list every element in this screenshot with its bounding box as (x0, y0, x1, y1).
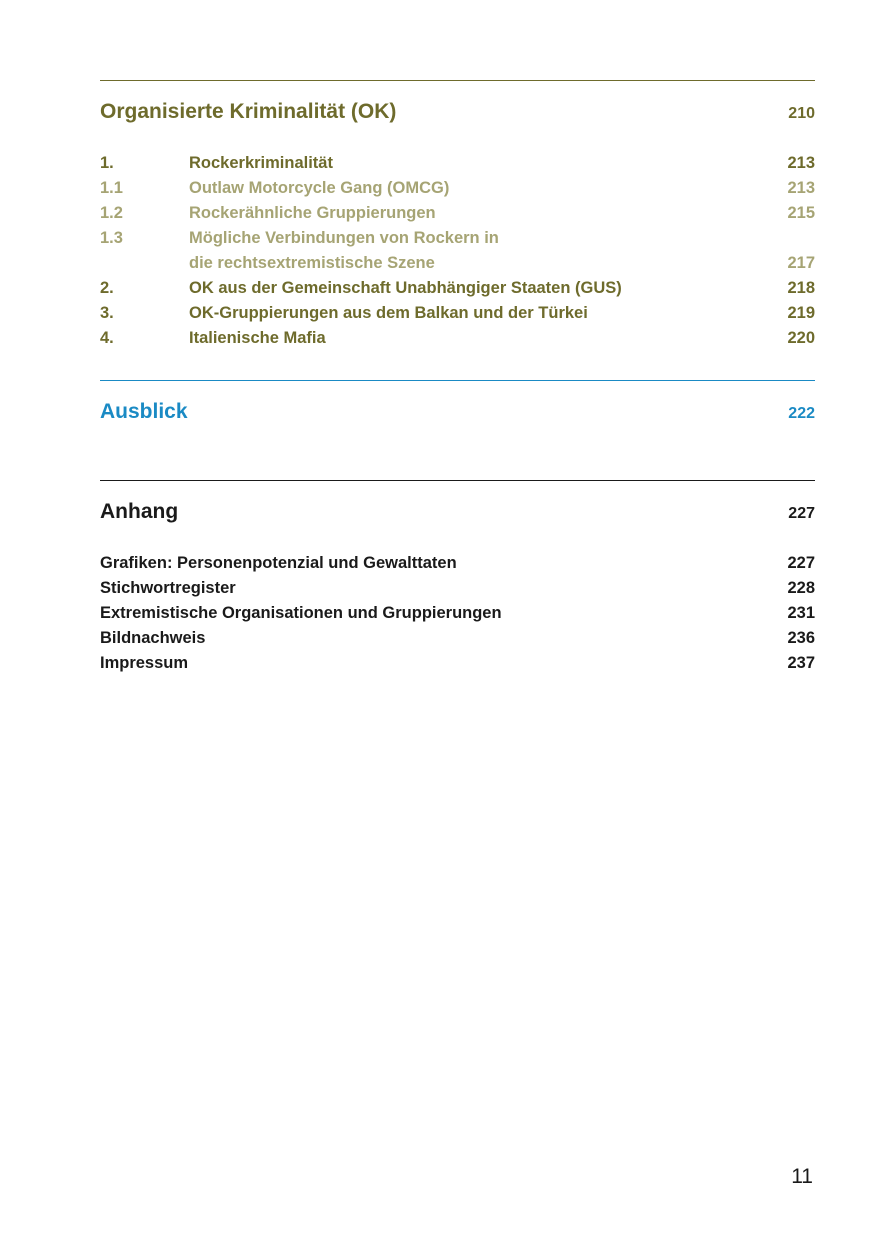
toc-entry[interactable] (100, 651, 815, 676)
toc-entry-page: 237 (787, 654, 815, 672)
toc-entry-label: Rockerähnliche Gruppierungen (189, 204, 436, 222)
toc-entry-page: 219 (787, 304, 815, 322)
toc-entry-list (100, 551, 815, 676)
toc-entry-continuation[interactable] (100, 251, 815, 276)
toc-entry[interactable] (100, 301, 815, 326)
toc-entry-page: 213 (787, 154, 815, 172)
section-heading-row[interactable] (100, 499, 815, 529)
section-heading-row[interactable] (100, 399, 815, 429)
toc-entry[interactable] (100, 626, 815, 651)
toc-entry-label: Mögliche Verbindungen von Rockern in (189, 229, 499, 247)
toc-entry[interactable] (100, 226, 815, 251)
toc-entry[interactable] (100, 201, 815, 226)
toc-entry-number: 2. (100, 279, 114, 297)
toc-entry[interactable] (100, 326, 815, 351)
toc-section-anhang (100, 480, 815, 676)
section-divider (100, 380, 815, 381)
toc-entry-label: Bildnachweis (100, 629, 206, 647)
toc-entry-label: Italienische Mafia (189, 329, 326, 347)
toc-entry-number: 1. (100, 154, 114, 172)
section-divider (100, 80, 815, 81)
toc-entry-page: 236 (787, 629, 815, 647)
page-number: 11 (791, 1165, 813, 1188)
toc-entry-label: OK aus der Gemeinschaft Unabhängiger Staaten (GUS) (189, 279, 622, 297)
toc-entry[interactable] (100, 276, 815, 301)
toc-entry-label: Grafiken: Personenpotenzial und Gewalttaten (100, 554, 457, 572)
toc-entry[interactable] (100, 551, 815, 576)
toc-entry-list (100, 151, 815, 351)
section-page-number: 210 (788, 105, 815, 122)
toc-section-ausblick (100, 380, 815, 429)
toc-entry-page: 218 (787, 279, 815, 297)
toc-entry-number: 1.1 (100, 179, 123, 197)
toc-entry[interactable] (100, 601, 815, 626)
toc-entry[interactable] (100, 176, 815, 201)
toc-entry-label: Outlaw Motorcycle Gang (OMCG) (189, 179, 450, 197)
toc-entry-page: 213 (787, 179, 815, 197)
toc-entry-label: Stichwortregister (100, 579, 236, 597)
section-title: Ausblick (100, 400, 188, 423)
toc-entry-page: 220 (787, 329, 815, 347)
toc-entry-page: 228 (787, 579, 815, 597)
toc-entry-label: Extremistische Organisationen und Gruppierungen (100, 604, 502, 622)
section-page-number: 227 (788, 505, 815, 522)
toc-entry-number: 4. (100, 329, 114, 347)
toc-entry[interactable] (100, 151, 815, 176)
toc-section-organisierte-kriminalitaet (100, 80, 815, 351)
toc-entry-page: 217 (787, 254, 815, 272)
toc-entry-number: 1.2 (100, 204, 123, 222)
section-title: Organisierte Kriminalität (OK) (100, 100, 397, 123)
toc-entry-label: OK-Gruppierungen aus dem Balkan und der Türkei (189, 304, 588, 322)
toc-entry-page: 227 (787, 554, 815, 572)
section-divider (100, 480, 815, 481)
toc-entry-page: 231 (787, 604, 815, 622)
section-title: Anhang (100, 500, 179, 523)
toc-entry-number: 1.3 (100, 229, 123, 247)
section-page-number: 222 (788, 405, 815, 422)
toc-entry-label: Rockerkriminalität (189, 154, 333, 172)
toc-entry-label: Impressum (100, 654, 189, 672)
section-heading-row[interactable] (100, 99, 815, 129)
toc-entry-number: 3. (100, 304, 114, 322)
toc-entry[interactable] (100, 576, 815, 601)
toc-entry-page: 215 (787, 204, 815, 222)
toc-entry-label: die rechtsextremistische Szene (189, 254, 435, 272)
